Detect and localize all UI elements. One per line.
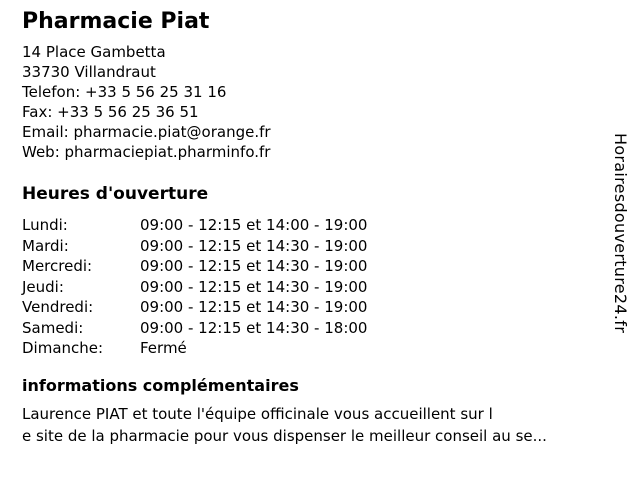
day-times: 09:00 - 12:15 et 14:30 - 19:00 [140, 257, 368, 275]
table-row [22, 297, 367, 318]
phone-line: Telefon: +33 5 56 25 31 16 [22, 83, 227, 101]
address-line-2: 33730 Villandraut [22, 63, 156, 81]
day-label: Vendredi: [22, 298, 94, 316]
day-times: 09:00 - 12:15 et 14:30 - 19:00 [140, 298, 368, 316]
day-label: Jeudi: [22, 277, 64, 296]
email-line: Email: pharmacie.piat@orange.fr [22, 123, 271, 141]
opening-hours-heading: Heures d'ouverture [22, 184, 209, 204]
opening-hours-table [22, 215, 367, 359]
day-label: Lundi: [22, 216, 68, 234]
fax-line: Fax: +33 5 56 25 36 51 [22, 103, 199, 121]
day-label: Mardi: [22, 236, 69, 255]
day-label: Dimanche: [22, 339, 104, 357]
day-label: Samedi: [22, 318, 84, 337]
web-line: Web: pharmaciepiat.pharminfo.fr [22, 143, 271, 161]
additional-info-text [22, 403, 547, 447]
day-times: Fermé [140, 339, 187, 357]
day-label: Mercredi: [22, 257, 93, 275]
table-row [22, 236, 367, 257]
day-times: 09:00 - 12:15 et 14:00 - 19:00 [140, 216, 368, 234]
table-row [22, 277, 367, 298]
contact-block [22, 42, 271, 162]
day-times: 09:00 - 12:15 et 14:30 - 18:00 [140, 318, 368, 337]
table-row [22, 318, 367, 339]
day-times: 09:00 - 12:15 et 14:30 - 19:00 [140, 236, 368, 255]
table-row [22, 215, 367, 236]
address-line-1: 14 Place Gambetta [22, 43, 166, 61]
table-row [22, 338, 367, 359]
info-text-line: e site de la pharmacie pour vous dispenser le meilleur conseil au se... [22, 427, 547, 445]
additional-info-heading: informations complémentaires [22, 376, 299, 395]
page-title: Pharmacie Piat [22, 9, 210, 34]
info-text-line: Laurence PIAT et toute l'équipe officinale vous accueillent sur l [22, 405, 493, 423]
day-times: 09:00 - 12:15 et 14:30 - 19:00 [140, 277, 368, 296]
site-watermark: Horairesdouverture24.fr [611, 133, 630, 334]
table-row [22, 256, 367, 277]
